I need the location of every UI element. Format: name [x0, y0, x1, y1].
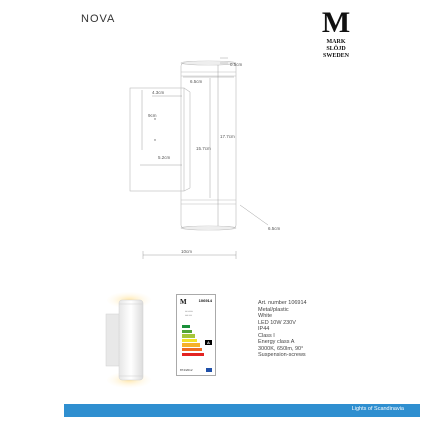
spec-item: LED 10W 230V: [258, 319, 296, 326]
dim-bracket-width: 5.2cm: [158, 155, 171, 160]
energy-label: [176, 294, 216, 376]
dim-bracket-top: 4.3cm: [152, 90, 165, 95]
dim-tube-diameter: 6.5cm: [190, 79, 203, 84]
logo-line-3: SWEDEN: [322, 53, 349, 59]
energy-label-footer: 874/2012: [180, 368, 193, 372]
product-photo: [104, 292, 154, 388]
dim-top-cap: 0.5cm: [230, 62, 243, 67]
spec-item: Suspension-screws: [258, 352, 306, 358]
dim-bracket-side: 9cm: [148, 113, 157, 118]
product-title: NOVA: [81, 13, 116, 25]
dim-inner-height: 15.7cm: [196, 146, 211, 151]
dim-depth: 6.5cm: [268, 226, 281, 231]
energy-label-number: 106914: [198, 298, 212, 303]
energy-class-bar: [182, 353, 204, 356]
logo-letter: M: [321, 6, 351, 39]
energy-label-note-1: ▪▪▪ ▪▪▪▪▪: [185, 310, 193, 313]
energy-class-bar: [182, 325, 190, 328]
spec-item: Class I: [258, 332, 275, 339]
energy-class-bar: [182, 343, 200, 346]
bracket-outline: [130, 88, 184, 191]
spec-list: [258, 300, 307, 359]
energy-class-bar: [182, 330, 192, 333]
logo-line-1: MARK: [326, 39, 346, 45]
logo-line-2: SLÖJD: [326, 46, 346, 52]
spec-item: 3000K, 650lm, 90°: [258, 345, 304, 352]
spec-item: White: [258, 313, 273, 319]
spec-item: IP44: [258, 326, 270, 332]
dim-total-height: 17.7cm: [220, 134, 235, 139]
energy-class-bar: [182, 348, 202, 351]
eu-flag-icon: [206, 368, 212, 372]
energy-class-bar: [182, 334, 195, 337]
spec-item: Art. number 106914: [258, 300, 307, 306]
energy-label-note-2: ▪▪▪▪ ▪▪▪: [185, 314, 192, 317]
energy-label-brand: M: [180, 298, 187, 306]
dim-width: 10cm: [181, 249, 193, 254]
footer-text: Lights of Scandinavia: [351, 406, 404, 412]
energy-class-bar: [182, 339, 197, 342]
spec-item: Metal/plastic: [258, 306, 289, 313]
energy-label-active-class: A: [205, 340, 212, 345]
spec-item: Energy class A: [258, 339, 295, 345]
footer-bar: [64, 404, 420, 417]
